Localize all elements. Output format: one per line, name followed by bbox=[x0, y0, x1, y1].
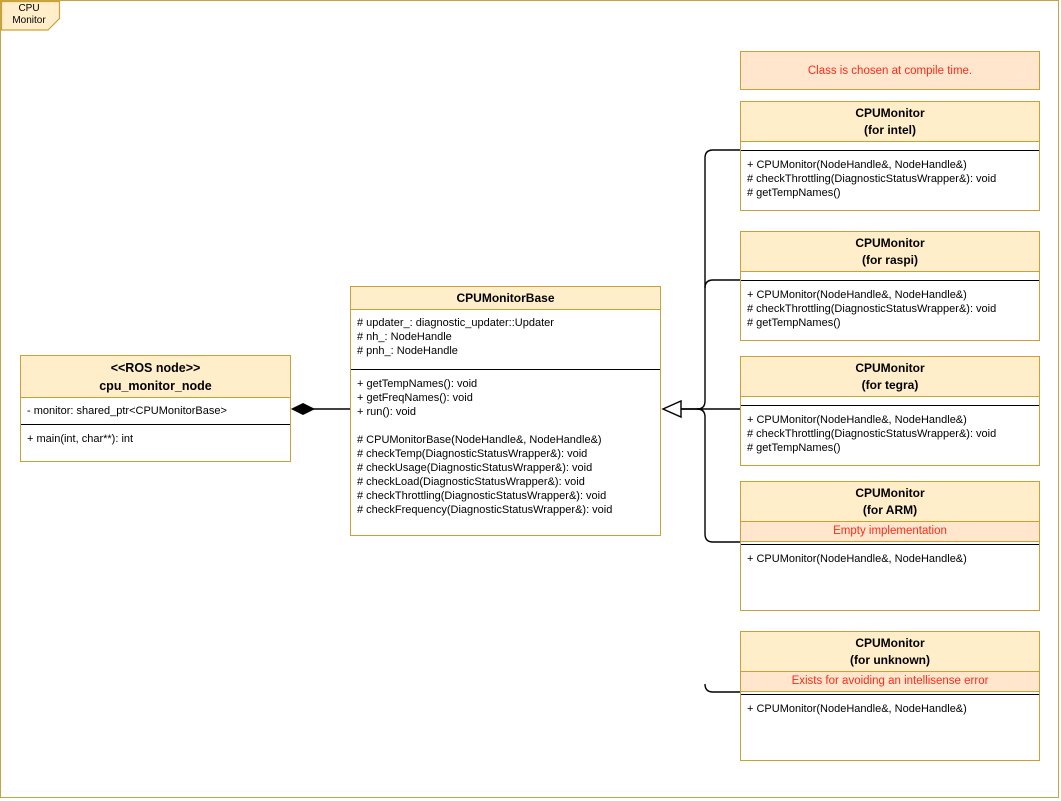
method-line: + CPUMonitor(NodeHandle&, NodeHandle&) bbox=[747, 159, 967, 171]
attribute-line: # nh_: NodeHandle bbox=[357, 331, 452, 343]
class-note-banner: Exists for avoiding an intellisense error bbox=[741, 672, 1039, 692]
attributes-compartment-empty bbox=[741, 397, 1039, 406]
method-line: + getTempNames(): void bbox=[357, 378, 478, 390]
attribute-line: # updater_: diagnostic_updater::Updater bbox=[357, 317, 554, 329]
method-line: # checkFrequency(DiagnosticStatusWrapper&): void bbox=[357, 504, 613, 516]
class-box-cpumonitor-raspi[interactable] bbox=[740, 231, 1040, 341]
methods-compartment bbox=[741, 545, 1039, 610]
inheritance-triangle-icon bbox=[663, 401, 681, 417]
inheritance-line-unknown bbox=[705, 684, 740, 692]
method-line: # checkThrottling(DiagnosticStatusWrapper&): void bbox=[747, 428, 997, 440]
method-line: # getTempNames() bbox=[747, 317, 841, 329]
class-variant: (for ARM) bbox=[862, 503, 918, 517]
methods-compartment bbox=[351, 370, 660, 535]
attributes-compartment-empty bbox=[741, 142, 1039, 151]
class-box-cpumonitor-intel[interactable] bbox=[740, 101, 1040, 211]
class-box-cpumonitor-tegra[interactable] bbox=[740, 356, 1040, 466]
methods-compartment bbox=[741, 151, 1039, 210]
method-line: # checkTemp(DiagnosticStatusWrapper&): void bbox=[357, 448, 588, 460]
attribute-line: - monitor: shared_ptr<CPUMonitorBase> bbox=[27, 405, 227, 417]
methods-compartment bbox=[741, 695, 1039, 760]
inheritance-line-arm bbox=[697, 409, 740, 542]
method-line: + CPUMonitor(NodeHandle&, NodeHandle&) bbox=[747, 703, 967, 715]
composition-diamond-icon bbox=[292, 404, 314, 415]
class-name: CPUMonitor bbox=[855, 236, 925, 250]
method-line: # getTempNames() bbox=[747, 187, 841, 199]
methods-compartment bbox=[741, 281, 1039, 340]
attributes-compartment-empty bbox=[741, 272, 1039, 281]
method-line: + run(): void bbox=[357, 406, 416, 418]
class-box-cpu-monitor-node[interactable] bbox=[20, 355, 291, 462]
attribute-line: # pnh_: NodeHandle bbox=[357, 345, 458, 357]
method-line: + CPUMonitor(NodeHandle&, NodeHandle&) bbox=[747, 553, 967, 565]
class-variant: (for unknown) bbox=[850, 653, 930, 667]
class-name: CPUMonitor bbox=[855, 636, 925, 650]
class-name: CPUMonitor bbox=[855, 486, 925, 500]
method-line-blank bbox=[357, 419, 654, 433]
method-line: + getFreqNames(): void bbox=[357, 392, 473, 404]
methods-compartment bbox=[21, 425, 290, 461]
method-line: # checkThrottling(DiagnosticStatusWrapper&): void bbox=[747, 173, 997, 185]
class-name: CPUMonitor bbox=[855, 106, 925, 120]
method-line: + CPUMonitor(NodeHandle&, NodeHandle&) bbox=[747, 289, 967, 301]
method-line: + CPUMonitor(NodeHandle&, NodeHandle&) bbox=[747, 414, 967, 426]
class-variant: (for raspi) bbox=[861, 253, 918, 267]
method-line: # checkUsage(DiagnosticStatusWrapper&): void bbox=[357, 462, 593, 474]
class-header bbox=[741, 632, 1039, 672]
class-header bbox=[741, 102, 1039, 142]
method-line: # checkThrottling(DiagnosticStatusWrapper&): void bbox=[747, 303, 997, 315]
methods-compartment bbox=[741, 406, 1039, 465]
inheritance-line-intel bbox=[681, 150, 740, 409]
class-name: CPUMonitor bbox=[855, 361, 925, 375]
class-header bbox=[741, 232, 1039, 272]
class-variant: (for tegra) bbox=[861, 378, 919, 392]
class-stereotype: <<ROS node>> bbox=[110, 361, 201, 375]
method-line: + main(int, char**): int bbox=[27, 433, 134, 445]
class-name: cpu_monitor_node bbox=[99, 379, 212, 393]
class-box-cpumonitorbase[interactable] bbox=[350, 286, 661, 536]
class-header bbox=[741, 357, 1039, 397]
inheritance-line-raspi bbox=[705, 280, 740, 288]
diagram-title: CPU Monitor bbox=[12, 3, 46, 26]
method-line: # checkLoad(DiagnosticStatusWrapper&): void bbox=[357, 476, 585, 488]
note-text: Class is chosen at compile time. bbox=[807, 64, 973, 77]
note-compile-time[interactable] bbox=[740, 51, 1040, 90]
class-name: CPUMonitorBase bbox=[456, 291, 555, 305]
class-header bbox=[21, 356, 290, 398]
class-header bbox=[741, 482, 1039, 522]
class-box-cpumonitor-unknown[interactable] bbox=[740, 631, 1040, 761]
diagram-frame-tab bbox=[1, 1, 61, 31]
class-header bbox=[351, 287, 660, 310]
class-variant: (for intel) bbox=[864, 123, 916, 137]
method-line: # checkThrottling(DiagnosticStatusWrapper&): void bbox=[357, 490, 607, 502]
method-line: # CPUMonitorBase(NodeHandle&, NodeHandle&) bbox=[357, 434, 602, 446]
class-box-cpumonitor-arm[interactable] bbox=[740, 481, 1040, 611]
class-note-banner: Empty implementation bbox=[741, 522, 1039, 542]
method-line: # getTempNames() bbox=[747, 442, 841, 454]
attributes-compartment bbox=[351, 310, 660, 370]
attributes-compartment bbox=[21, 398, 290, 425]
